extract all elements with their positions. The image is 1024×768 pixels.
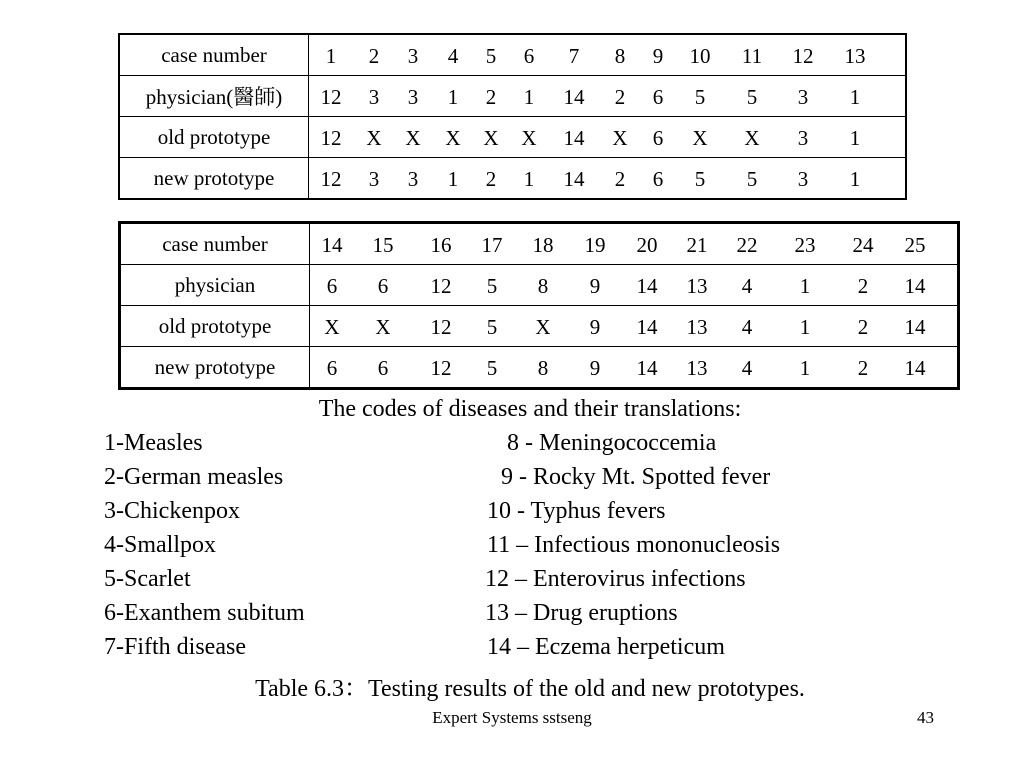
table-cell: 2 xyxy=(857,315,869,339)
table-cell: X xyxy=(744,126,760,150)
table-cell: 4 xyxy=(447,44,459,68)
table-cell: X xyxy=(324,315,340,339)
table-cell: 6 xyxy=(652,126,664,150)
row-label: case number xyxy=(120,223,310,265)
legend-item: 3-Chickenpox xyxy=(104,498,240,524)
table-row xyxy=(119,117,906,158)
table-cell: 17 xyxy=(481,233,503,257)
table-cell: 3 xyxy=(368,167,380,191)
table-cell: 2 xyxy=(614,85,626,109)
table-cell: 20 xyxy=(636,233,658,257)
table-cell: 5 xyxy=(746,167,758,191)
row-label: physician xyxy=(120,265,310,306)
legend-item: 9 - Rocky Mt. Spotted fever xyxy=(501,464,771,490)
table-cell: 7 xyxy=(568,44,580,68)
table-cell: 6 xyxy=(326,356,338,380)
legend-item: 12 – Enterovirus infections xyxy=(485,566,746,592)
table-cell: 9 xyxy=(589,315,601,339)
row-label: physician(醫師) xyxy=(119,76,309,117)
table-cell: 2 xyxy=(857,274,869,298)
table-cell: 13 xyxy=(844,44,866,68)
table-row xyxy=(119,34,906,76)
row-label: old prototype xyxy=(120,306,310,347)
table-row xyxy=(120,265,959,306)
table-cell: 16 xyxy=(430,233,452,257)
table-cell: X xyxy=(445,126,461,150)
table-cell: 2 xyxy=(485,167,497,191)
results-table-1 xyxy=(118,33,907,200)
row-label: new prototype xyxy=(120,347,310,389)
table-cell: 14 xyxy=(904,315,926,339)
table-cell: 9 xyxy=(589,356,601,380)
table-cell: 2 xyxy=(485,85,497,109)
table-cell: 1 xyxy=(849,85,861,109)
table-cell: 3 xyxy=(407,44,419,68)
table-cell: 8 xyxy=(537,356,549,380)
legend-item: 2-German measles xyxy=(104,464,284,490)
legend-item: 10 - Typhus fevers xyxy=(487,498,666,524)
table-cell: 1 xyxy=(523,167,535,191)
table-cell: 6 xyxy=(377,356,389,380)
table-cell: 22 xyxy=(736,233,758,257)
table-cell: X xyxy=(535,315,551,339)
legend-title: The codes of diseases and their translations: xyxy=(318,396,742,422)
table-cell: 6 xyxy=(523,44,535,68)
table-cell: 12 xyxy=(430,274,452,298)
table-cell: 3 xyxy=(407,85,419,109)
table-cell: 2 xyxy=(368,44,380,68)
table-cell: X xyxy=(483,126,499,150)
row-values xyxy=(310,223,959,265)
legend-item: 4-Smallpox xyxy=(104,532,216,558)
table-cell: 19 xyxy=(584,233,606,257)
table-cell: 3 xyxy=(407,167,419,191)
table-cell: 25 xyxy=(904,233,926,257)
table-cell: 1 xyxy=(799,356,811,380)
table-cell: 1 xyxy=(849,167,861,191)
table-cell: 1 xyxy=(447,167,459,191)
table-cell: 6 xyxy=(652,85,664,109)
table-cell: 24 xyxy=(852,233,874,257)
table-cell: 12 xyxy=(792,44,814,68)
table-cell: 14 xyxy=(636,356,658,380)
table-cell: 13 xyxy=(686,274,708,298)
table-cell: 14 xyxy=(563,167,585,191)
row-values xyxy=(310,265,959,306)
table-cell: 1 xyxy=(447,85,459,109)
table-cell: 18 xyxy=(532,233,554,257)
table-cell: 21 xyxy=(686,233,708,257)
table-caption: Table 6.3：Testing results of the old and new prototypes. xyxy=(255,676,805,702)
footer-text: Expert Systems sstseng xyxy=(432,708,592,727)
table-cell: X xyxy=(375,315,391,339)
legend-item: 6-Exanthem subitum xyxy=(104,600,305,626)
table-cell: 2 xyxy=(614,167,626,191)
table-cell: 5 xyxy=(694,85,706,109)
table-cell: 13 xyxy=(686,315,708,339)
table-cell: 5 xyxy=(746,85,758,109)
table-cell: 1 xyxy=(799,315,811,339)
table-cell: 1 xyxy=(523,85,535,109)
table-cell: 12 xyxy=(430,315,452,339)
row-values xyxy=(310,347,959,389)
legend-item: 8 - Meningococcemia xyxy=(507,430,717,456)
table-cell: 3 xyxy=(797,85,809,109)
results-table-2 xyxy=(118,221,960,390)
table-cell: 6 xyxy=(326,274,338,298)
table-cell: 1 xyxy=(849,126,861,150)
legend-item: 14 – Eczema herpeticum xyxy=(487,634,725,660)
table-cell: 3 xyxy=(797,167,809,191)
table-cell: X xyxy=(366,126,382,150)
table-cell: 10 xyxy=(689,44,711,68)
table-cell: 6 xyxy=(377,274,389,298)
table-row xyxy=(119,76,906,117)
table-cell: X xyxy=(692,126,708,150)
table-cell: 5 xyxy=(694,167,706,191)
row-values xyxy=(309,158,907,200)
table-cell: 23 xyxy=(794,233,816,257)
table-cell: 15 xyxy=(372,233,394,257)
table-cell: 2 xyxy=(857,356,869,380)
table-cell: 5 xyxy=(486,356,498,380)
table-cell: 4 xyxy=(741,315,753,339)
table-cell: 8 xyxy=(614,44,626,68)
row-values xyxy=(309,117,907,158)
table-cell: 9 xyxy=(652,44,664,68)
table-cell: 13 xyxy=(686,356,708,380)
table-row xyxy=(119,158,906,200)
table-cell: 14 xyxy=(563,126,585,150)
legend-item: 13 – Drug eruptions xyxy=(485,600,678,626)
table-cell: 5 xyxy=(485,44,497,68)
page-number: 43 xyxy=(917,708,934,727)
table-cell: 11 xyxy=(741,44,763,68)
row-values xyxy=(309,34,907,76)
table-cell: 4 xyxy=(741,356,753,380)
table-cell: 1 xyxy=(325,44,337,68)
row-values xyxy=(309,76,907,117)
table-cell: 12 xyxy=(320,126,342,150)
table-cell: 14 xyxy=(563,85,585,109)
table-cell: 14 xyxy=(904,356,926,380)
row-label: case number xyxy=(119,34,309,76)
table-cell: X xyxy=(612,126,628,150)
row-values xyxy=(310,306,959,347)
table-cell: 12 xyxy=(320,85,342,109)
table-cell: 9 xyxy=(589,274,601,298)
table-cell: 14 xyxy=(321,233,343,257)
table-cell: 5 xyxy=(486,274,498,298)
table-cell: 8 xyxy=(537,274,549,298)
table-row xyxy=(120,347,959,389)
table-cell: X xyxy=(405,126,421,150)
table-cell: 3 xyxy=(368,85,380,109)
table-cell: 1 xyxy=(799,274,811,298)
legend-item: 5-Scarlet xyxy=(104,566,191,592)
legend-item: 1-Measles xyxy=(104,430,203,456)
legend-item: 7-Fifth disease xyxy=(104,634,246,660)
table-cell: 4 xyxy=(741,274,753,298)
row-label: old prototype xyxy=(119,117,309,158)
table-cell: 3 xyxy=(797,126,809,150)
table-row xyxy=(120,223,959,265)
row-label: new prototype xyxy=(119,158,309,200)
table-cell: 14 xyxy=(636,274,658,298)
table-cell: 5 xyxy=(486,315,498,339)
table-cell: 12 xyxy=(320,167,342,191)
table-cell: X xyxy=(521,126,537,150)
legend-item: 11 – Infectious mononucleosis xyxy=(487,532,781,558)
table-cell: 14 xyxy=(904,274,926,298)
table-cell: 12 xyxy=(430,356,452,380)
table-cell: 6 xyxy=(652,167,664,191)
table-cell: 14 xyxy=(636,315,658,339)
table-row xyxy=(120,306,959,347)
